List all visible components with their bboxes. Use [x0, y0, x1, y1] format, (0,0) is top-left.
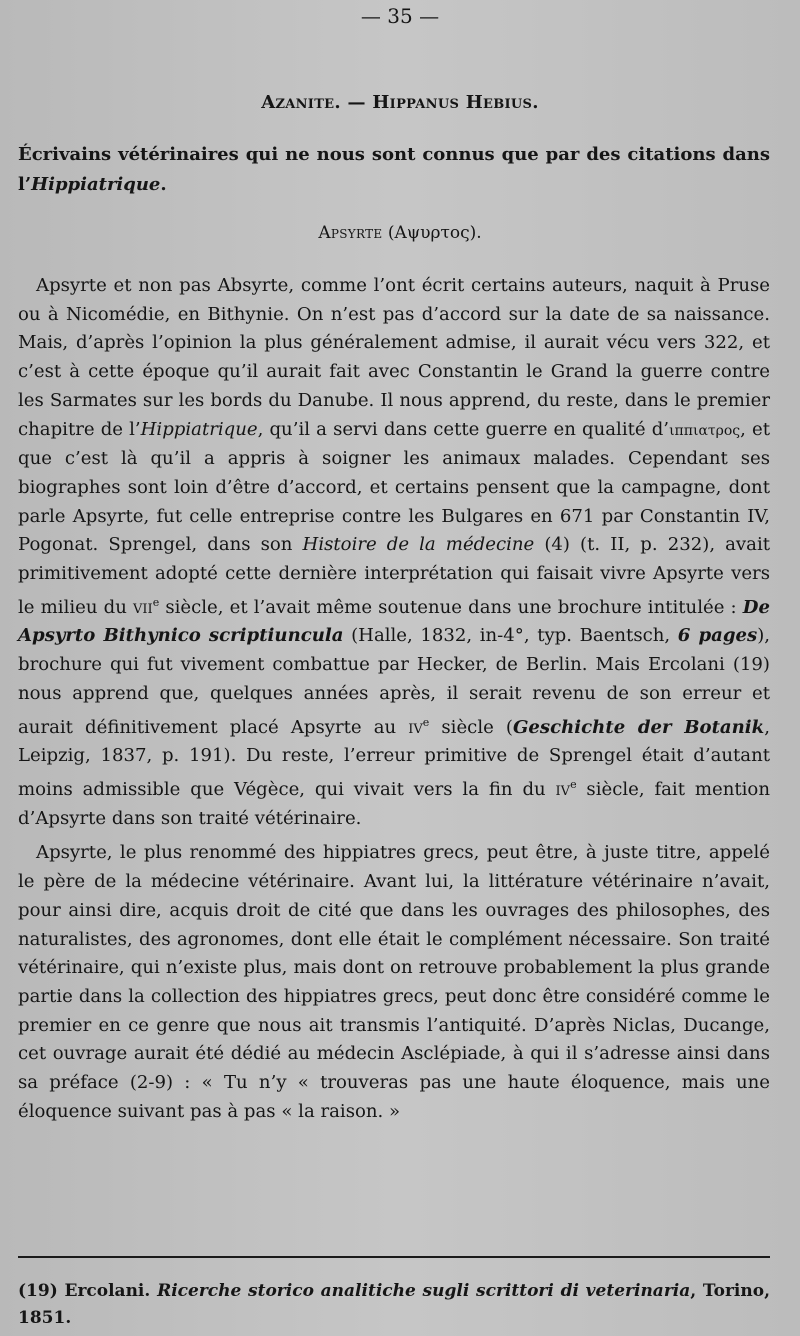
- footnote-end: , Torino, 1851.: [18, 1281, 770, 1328]
- para1-century-4b-sup: e: [570, 778, 577, 792]
- para1-italic-5: Geschichte der Botanik: [512, 716, 765, 738]
- para1-italic-2: Histoire de la médecine: [302, 534, 535, 556]
- footnote-title: Ricerche storico analitiche sugli scrittori di veterinaria: [157, 1281, 691, 1301]
- para1-text-1: Apsyrte et non pas Absyrte, comme l’ont écrit certains auteurs, naquit à Pruse ou à Nicomédie, en Bithynie. On n’est pas d’accord sur la date de sa naissance. Mais, d’après l’opinion la plus généralement admise, il aurait vécu vers 322, et c’est à cette époque qu’il aurait fait avec Constantin le Grand la guerre contre les Sarmates sur les bords du Danube. Il nous apprend, du reste, dans le premier chapitre de l’: [18, 275, 770, 440]
- paragraph-1: [18, 272, 770, 833]
- footnote-ref: (19) Ercolani.: [18, 1281, 158, 1301]
- para1-text-6: (Halle, 1832, in-4°, typ. Baentsch,: [343, 625, 678, 647]
- para1-text-5: siècle, et l’avait même soutenue dans une brochure intitulée :: [159, 596, 743, 618]
- subheading: [0, 220, 800, 246]
- para1-italic-1: Hippiatrique: [140, 418, 258, 440]
- footnote: [18, 1278, 770, 1332]
- body-text: [18, 272, 770, 1126]
- para1-century-7: vii: [133, 596, 153, 618]
- page-number: — 35 —: [360, 4, 440, 28]
- para1-century-7-sup: e: [152, 595, 160, 609]
- para1-text-9: , Leipzig, 1837, p. 191). Du reste, l’erreur primitive de Sprengel était d’autant moins admissible que Végèce, qui vivait vers la fin du: [18, 716, 770, 801]
- para1-century-4: iv: [408, 716, 423, 738]
- para1-italic-3: De Apsyrto Bithynico scriptiuncula: [18, 596, 770, 647]
- para1-greek: ιππιατρος: [669, 422, 741, 439]
- intro-italic: Hippiatrique: [31, 174, 161, 195]
- subheading-greek: (Αψυρτος).: [387, 223, 482, 243]
- para1-text-4: (4) (t. II, p. 232), avait primitivement adopté cette dernière interprétation qui faisait vivre Apsyrte vers le milieu du: [18, 534, 770, 618]
- subheading-name: Apsyrte: [318, 223, 383, 243]
- para1-italic-4: 6 pages: [677, 625, 758, 647]
- footnote-divider: [18, 1256, 770, 1258]
- section-heading: Azanite. — Hippanus Hebius.: [261, 92, 539, 113]
- para1-text-3: , et que c’est là qu’il a appris à soigner les animaux malades. Cependant ses biographes sont loin d’être d’accord, et certains pensent que la campagne, dont parle Apsyrte, fut celle entreprise contre les Bulgares en 671 par Constantin IV, Pogonat. Sprengel, dans son: [18, 418, 771, 556]
- para1-century-4b: iv: [555, 779, 571, 801]
- para1-text-10: siècle, fait mention d’Apsyrte dans son traité vétérinaire.: [18, 779, 770, 829]
- paragraph-2: Apsyrte, le plus renommé des hippiatres grecs, peut être, à juste titre, appelé le père de la médecine vétérinaire. Avant lui, la littérature vétérinaire n’avait, pour ainsi dire, acquis droit de cité que dans les ouvrages des philosophes, des naturalistes, des agronomes, dont elle était le complément nécessaire. Son traité vétérinaire, qui n’existe plus, mais dont on retrouve probablement la plus grande partie dans la collection des hippiatres grecs, peut donc être considéré comme le premier en ce genre que nous ait transmis l’antiquité. D’après Niclas, Ducange, cet ouvrage aurait été dédié au médecin Asclépiade, à qui il s’adresse ainsi dans sa préface (2-9) : « Tu n’y « trouveras pas une haute éloquence, mais une éloquence suivant pas à pas « la raison. »: [18, 842, 770, 1122]
- para1-text-8: siècle (: [429, 716, 513, 738]
- para1-text-7: ), brochure qui fut vivement combattue par Hecker, de Berlin. Mais Ercolani (19) nous apprend que, quelques années après, il serait revenu de son erreur et aurait définitivement placé Apsyrte au: [18, 625, 770, 738]
- intro-text: Écrivains vétérinaires qui ne nous sont connus que par des citations dans l’: [18, 144, 770, 195]
- para1-text-2: , qu’il a servi dans cette guerre en qualité d’: [257, 418, 670, 440]
- intro-paragraph: [18, 140, 770, 200]
- intro-end: .: [160, 174, 167, 195]
- para1-century-4-sup: e: [422, 715, 430, 729]
